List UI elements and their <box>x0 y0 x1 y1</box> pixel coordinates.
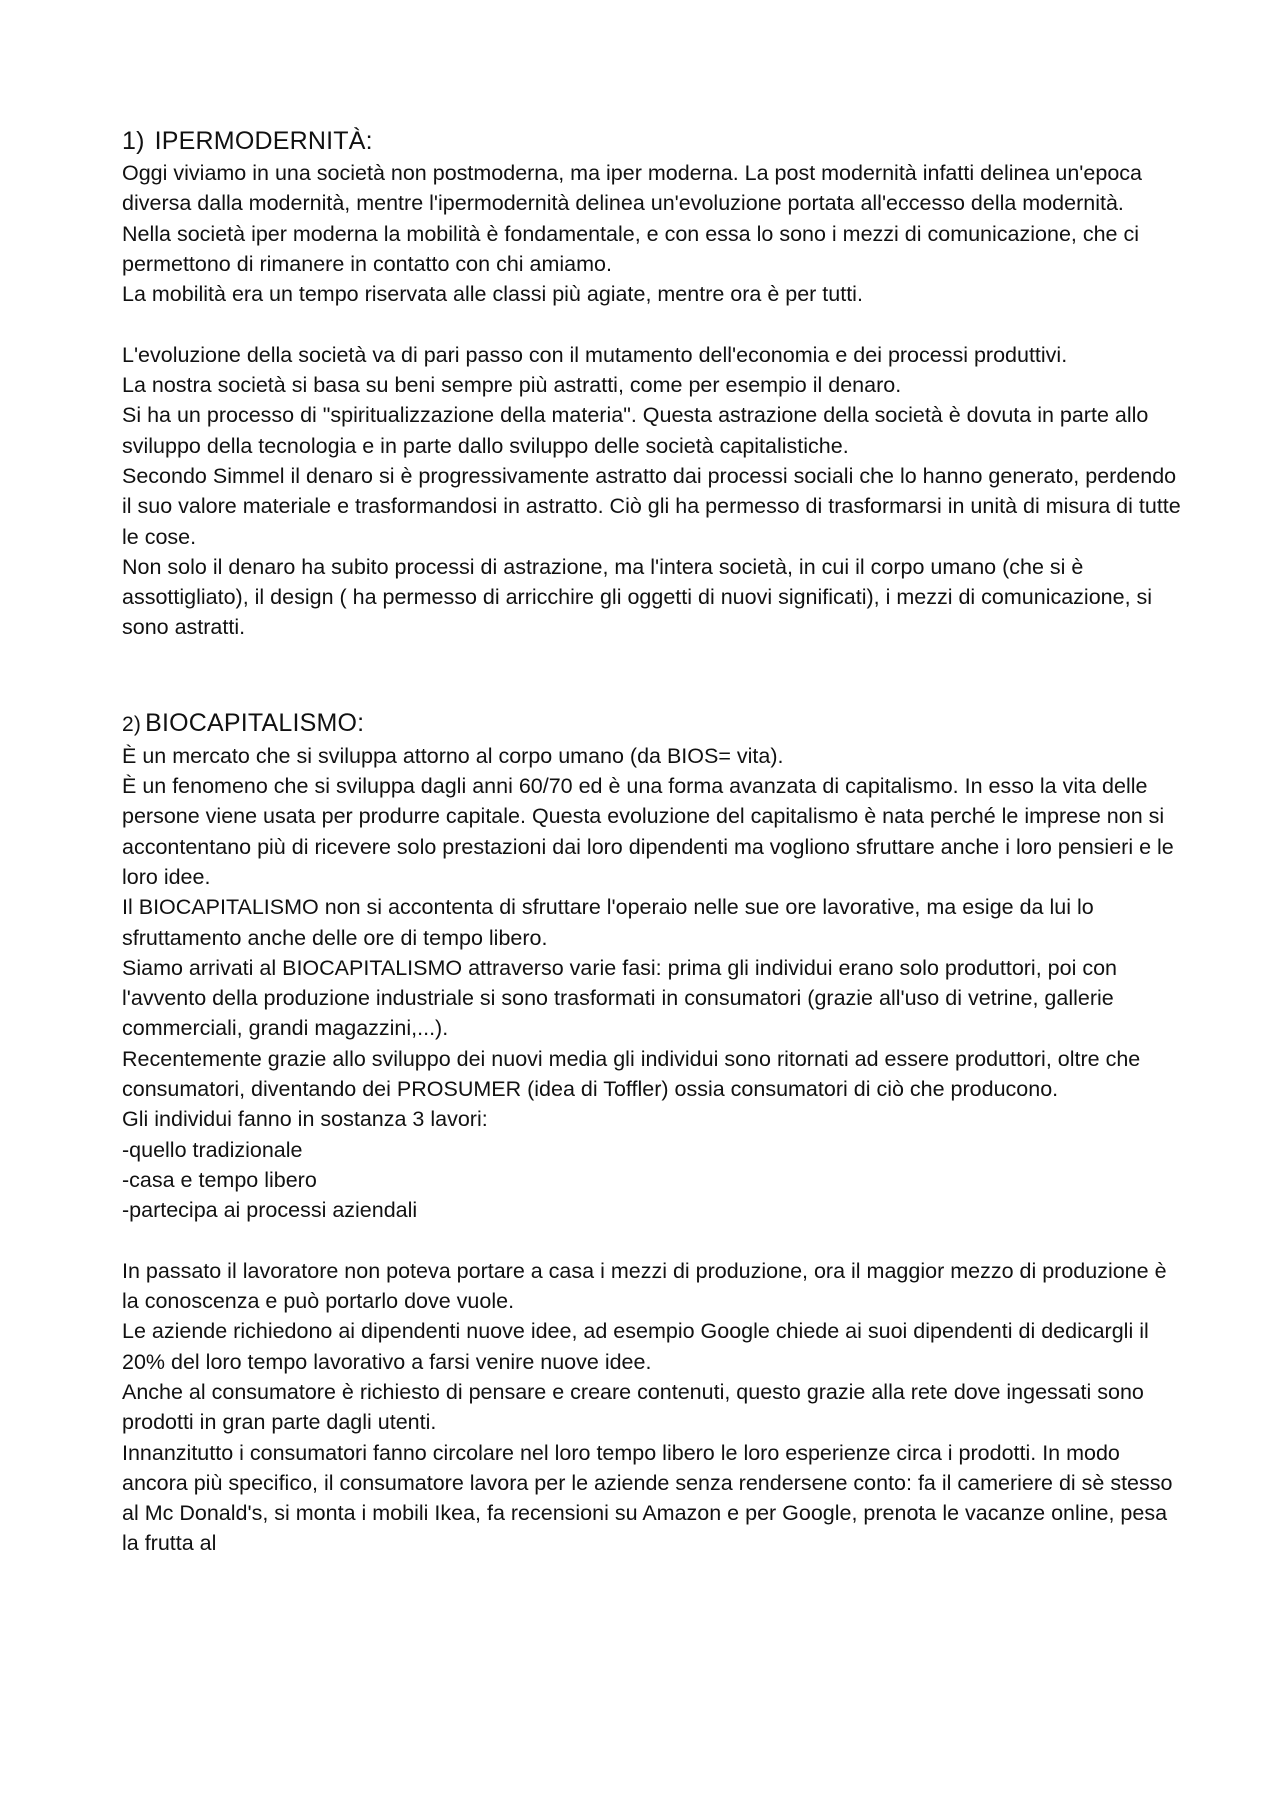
document-page <box>122 125 1182 1559</box>
paragraph: L'evoluzione della società va di pari passo con il mutamento dell'economia e dei processi produttivi. <box>122 342 1068 367</box>
section-heading-biocapitalismo <box>122 707 1182 741</box>
paragraph: Non solo il denaro ha subito processi di astrazione, ma l'intera società, in cui il corpo umano (che si è assottigliato), il design ( ha permesso di arricchire gli oggetti di nuovi significati), i mezzi di comunicazione, si sono astratti. <box>122 554 1153 640</box>
paragraph: In passato il lavoratore non poteva portare a casa i mezzi di produzione, ora il maggior mezzo di produzione è la conoscenza e può portarlo dove vuole. <box>122 1258 1167 1314</box>
paragraph: La mobilità era un tempo riservata alle classi più agiate, mentre ora è per tutti. <box>122 282 863 307</box>
paragraph: Recentemente grazie allo sviluppo dei nuovi media gli individui sono ritornati ad essere produttori, oltre che consumatori, diventando dei PROSUMER (idea di Toffler) ossia consumatori di ciò che producono. <box>122 1046 1141 1102</box>
paragraph: È un mercato che si sviluppa attorno al corpo umano (da BIOS= vita). <box>122 743 784 768</box>
paragraph: Secondo Simmel il denaro si è progressivamente astratto dai processi sociali che lo hanno generato, perdendo il suo valore materiale e trasformandosi in astratto. Ciò gli ha permesso di trasformarsi in unità di misura di tutte le cose. <box>122 463 1181 549</box>
paragraph: È un fenomeno che si sviluppa dagli anni 60/70 ed è una forma avanzata di capitalismo. In esso la vita delle persone viene usata per produrre capitale. Questa evoluzione del capitalismo è nata perché le imprese non si accontentano più di ricevere solo prestazioni dai loro dipendenti ma vogliono sfruttare anche i loro pensieri e le loro idee. <box>122 774 1174 889</box>
paragraph: Siamo arrivati al BIOCAPITALISMO attraverso varie fasi: prima gli individui erano solo produttori, poi con l'avvento della produzione industriale si sono trasformati in consumatori (grazie all'uso di vetrine, gallerie commerciali, grandi magazzini,...). <box>122 955 1117 1041</box>
list-item: -partecipa ai processi aziendali <box>122 1198 418 1223</box>
paragraph: Gli individui fanno in sostanza 3 lavori: <box>122 1107 488 1132</box>
section-number: 1) <box>122 127 145 155</box>
section-heading-ipermodernita <box>122 125 1182 158</box>
paragraph: La nostra società si basa su beni sempre più astratti, come per esempio il denaro. <box>122 373 902 398</box>
list-item: -quello tradizionale <box>122 1137 303 1162</box>
paragraph: Il BIOCAPITALISMO non si accontenta di sfruttare l'operaio nelle sue ore lavorative, ma esige da lui lo sfruttamento anche delle ore di tempo libero. <box>122 895 1094 950</box>
paragraph: Le aziende richiedono ai dipendenti nuove idee, ad esempio Google chiede ai suoi dipendenti di dedicargli il 20% del loro tempo lavorativo a farsi venire nuove idee. <box>122 1319 1149 1374</box>
section-spacer <box>122 643 1182 707</box>
paragraph-spacer <box>122 309 1182 339</box>
section-title: IPERMODERNITÀ: <box>154 127 373 155</box>
paragraph-spacer <box>122 1226 1182 1256</box>
paragraph: Oggi viviamo in una società non postmoderna, ma iper moderna. La post modernità infatti delinea un'epoca diversa dalla modernità, mentre l'ipermodernità delinea un'evoluzione portata all'eccesso della modernità. <box>122 161 1142 216</box>
paragraph: Anche al consumatore è richiesto di pensare e creare contenuti, questo grazie alla rete dove ingessati sono prodotti in gran parte dagli utenti. <box>122 1379 1144 1435</box>
paragraph: Innanzitutto i consumatori fanno circolare nel loro tempo libero le loro esperienze circa i prodotti. In modo ancora più specifico, il consumatore lavora per le aziende senza rendersene conto: fa il cameriere di sè stesso al Mc Donald's, si monta i mobili Ikea, fa recensioni su Amazon e per Google, prenota le vacanze online, pesa la frutta al <box>122 1440 1173 1556</box>
section-title: BIOCAPITALISMO: <box>145 708 365 737</box>
list-item: -casa e tempo libero <box>122 1167 317 1192</box>
paragraph: Nella società iper moderna la mobilità è fondamentale, e con essa lo sono i mezzi di comunicazione, che ci permettono di rimanere in contatto con chi amiamo. <box>122 221 1140 276</box>
paragraph: Si ha un processo di "spiritualizzazione della materia". Questa astrazione della società è dovuta in parte allo sviluppo della tecnologia e in parte dallo sviluppo delle società capitalistiche. <box>122 403 1149 458</box>
section-number: 2) <box>122 712 142 736</box>
